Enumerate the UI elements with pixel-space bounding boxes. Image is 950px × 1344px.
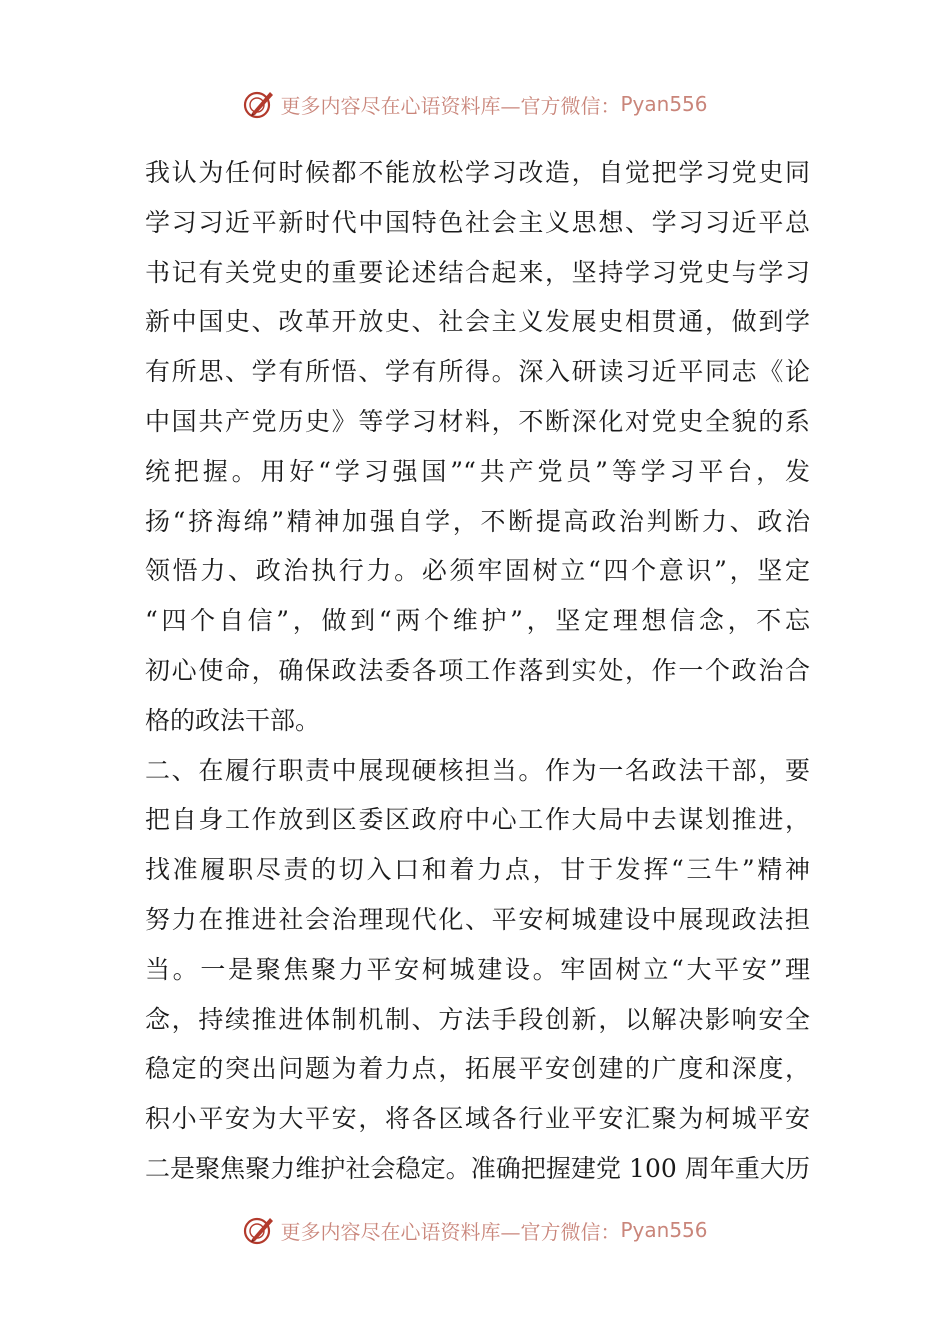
text-line: 稳定的突出问题为着力点，拓展平安创建的广度和深度， xyxy=(145,1054,810,1084)
text-line: 领悟力、政治执行力。必须牢固树立“四个意识”，坚定 xyxy=(145,556,810,586)
watermark-contact: Pyan556 xyxy=(620,92,708,116)
text-line: 初心使命，确保政法委各项工作落到实处，作一个政治合 xyxy=(145,655,810,685)
footer-watermark xyxy=(0,1210,950,1250)
text-line: 二是聚焦聚力维护社会稳定。准确把握建党 100 周年重大历 xyxy=(145,1153,810,1183)
text-line: 当。一是聚焦聚力平安柯城建设。牢固树立“大平安”理 xyxy=(145,954,810,984)
text-line: 扬“挤海绵”精神加强自学，不断提高政治判断力、政治 xyxy=(145,506,810,536)
pen-circle-logo-icon xyxy=(242,87,276,121)
text-line: 有所思、学有所悟、学有所得。深入研读习近平同志《论 xyxy=(145,357,810,387)
text-line: 中国共产党历史》等学习材料，不断深化对党史全貌的系 xyxy=(145,406,810,436)
document-body xyxy=(145,148,810,1194)
text-line: 我认为任何时候都不能放松学习改造，自觉把学习党史同 xyxy=(145,158,810,187)
text-line: 统把握。用好“学习强国”“共产党员”等学习平台，发 xyxy=(145,456,810,486)
text-line: “四个自信”，做到“两个维护”，坚定理想信念，不忘 xyxy=(145,606,810,636)
watermark-contact: Pyan556 xyxy=(620,1218,708,1242)
watermark-text: 更多内容尽在心语资料库—官方微信： xyxy=(280,1219,621,1244)
watermark-text: 更多内容尽在心语资料库—官方微信： xyxy=(280,93,621,118)
text-line: 积小平安为大平安，将各区域各行业平安汇聚为柯城平安 xyxy=(145,1104,810,1134)
text-line: 学习习近平新时代中国特色社会主义思想、学习习近平总 xyxy=(145,207,810,237)
text-line: 努力在推进社会治理现代化、平安柯城建设中展现政法担 xyxy=(145,904,810,934)
text-line: 书记有关党史的重要论述结合起来，坚持学习党史与学习 xyxy=(145,257,810,287)
text-line: 格的政法干部。 xyxy=(145,705,321,735)
pen-circle-logo-icon xyxy=(242,1213,276,1247)
text-line: 念，持续推进体制机制、方法手段创新，以解决影响安全 xyxy=(145,1004,810,1034)
text-line: 把自身工作放到区委区政府中心工作大局中去谋划推进， xyxy=(145,805,810,835)
text-line: 找准履职尽责的切入口和着力点，甘于发挥“三牛”精神 xyxy=(145,855,810,885)
text-line: 新中国史、改革开放史、社会主义发展史相贯通，做到学 xyxy=(145,307,810,337)
header-watermark xyxy=(0,84,950,124)
text-line: 二、在履行职责中展现硬核担当。作为一名政法干部，要 xyxy=(145,755,810,785)
